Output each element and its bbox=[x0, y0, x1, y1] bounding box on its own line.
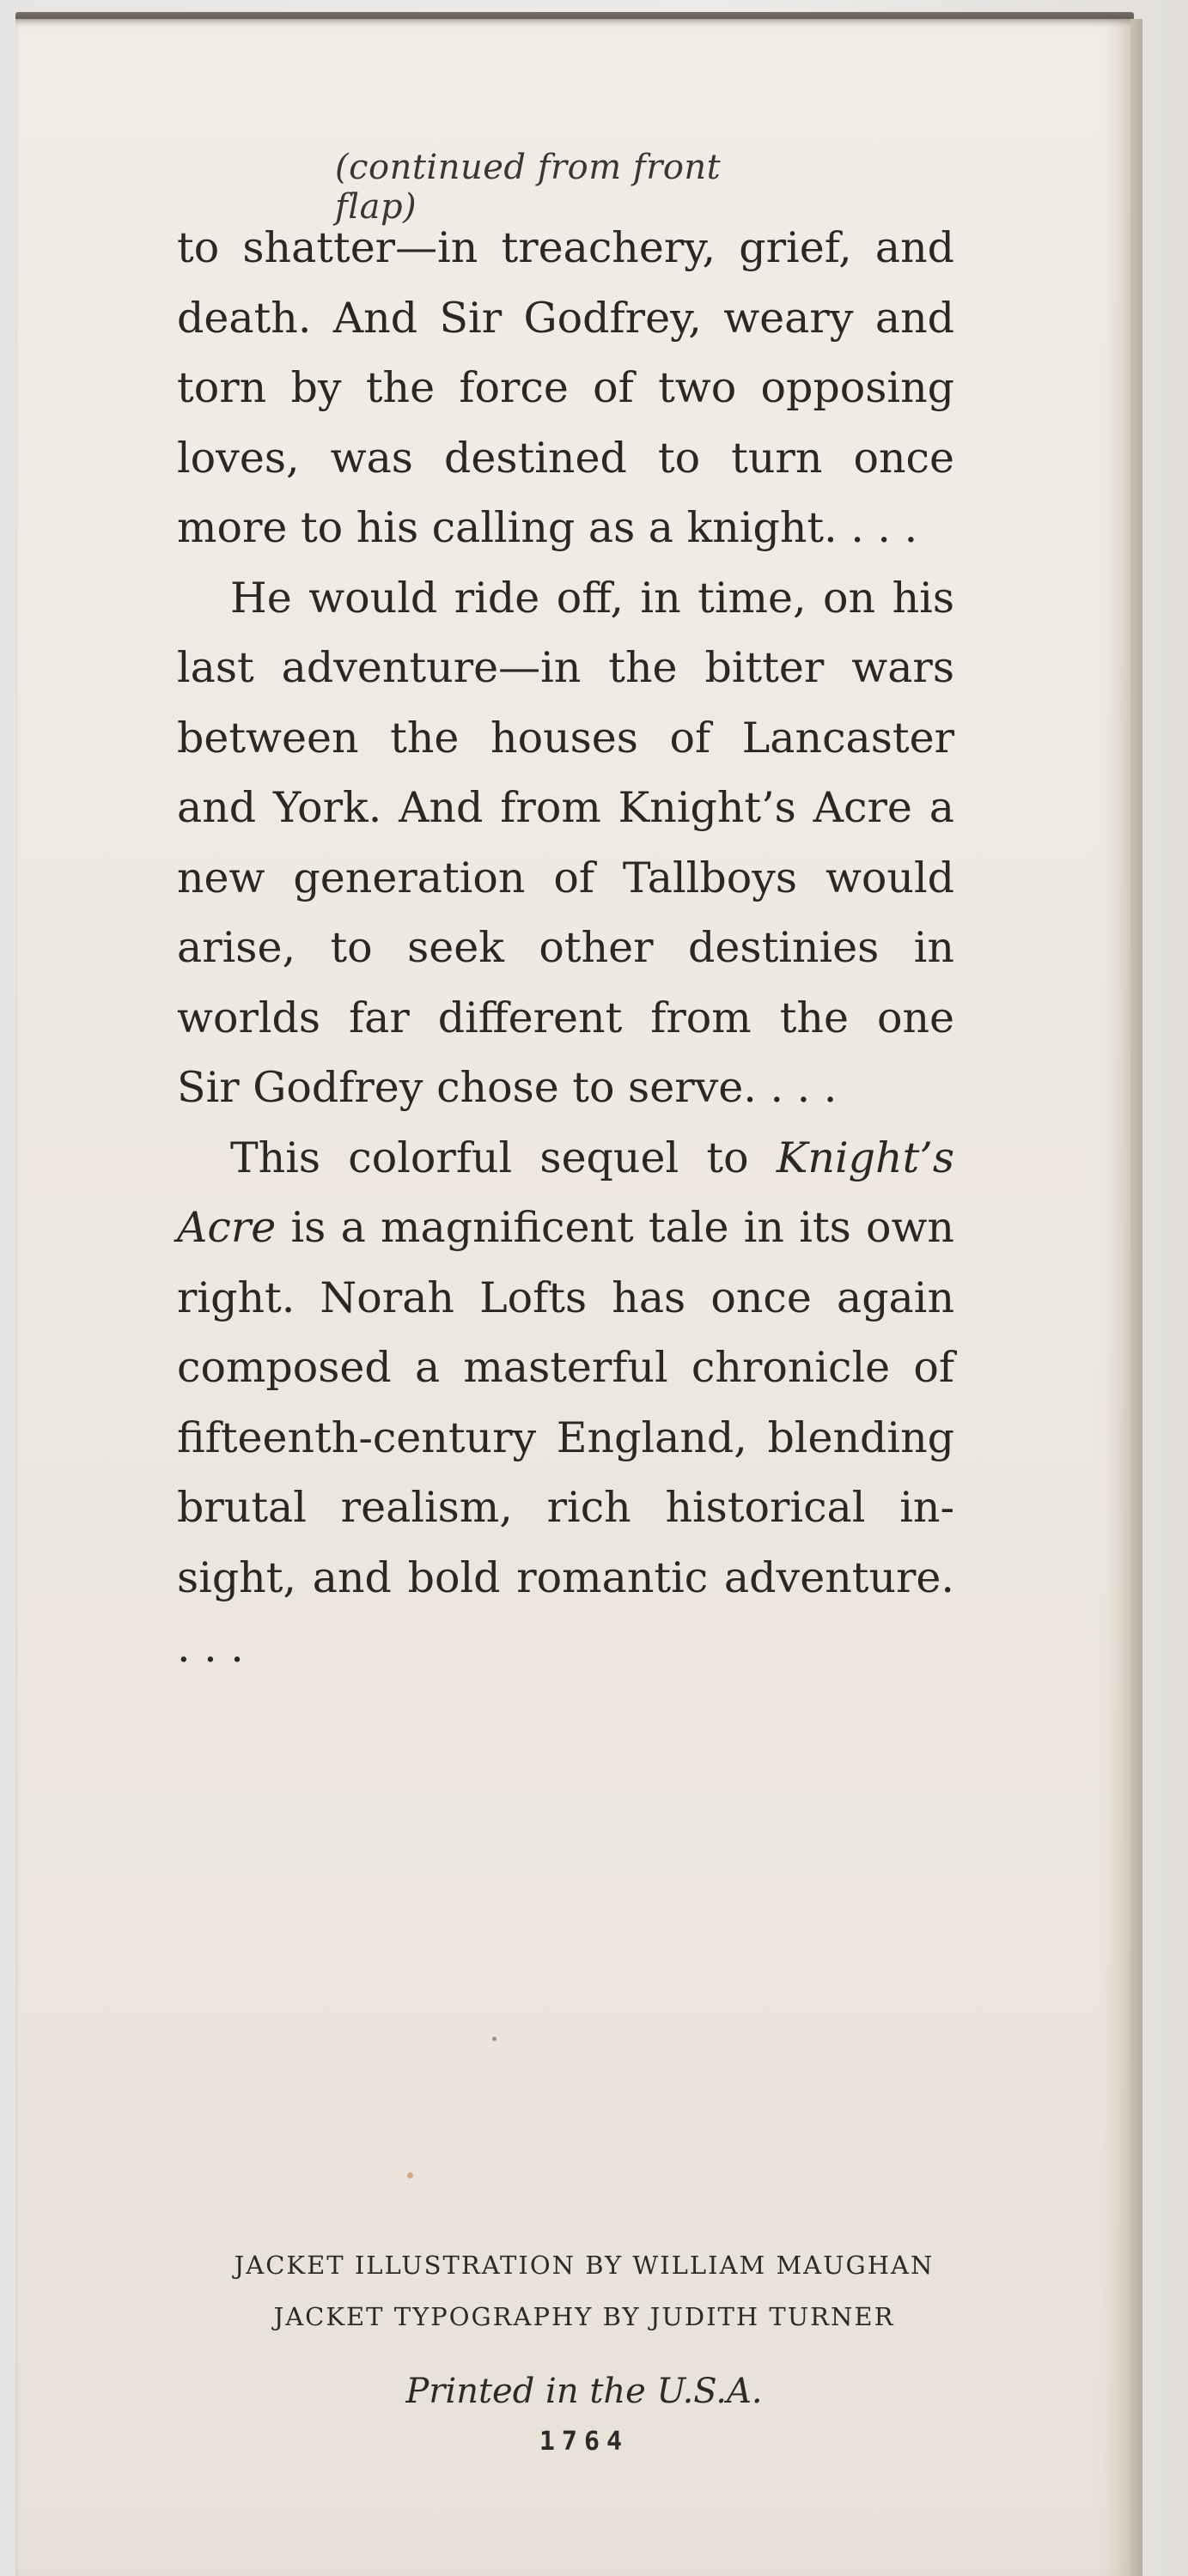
continued-note: (continued from front flap) bbox=[335, 148, 722, 227]
text-segment: This colorful sequel to bbox=[230, 1133, 777, 1182]
text-segment: to shatter—in treachery, grief, and death. And Sir Godfrey, weary and torn by the force of two opposing loves, was destined to turn once more to his calling as a knight. . . . bbox=[177, 223, 954, 552]
paper-speck bbox=[492, 2037, 497, 2041]
paragraph-1 bbox=[177, 213, 954, 563]
text-segment: He would ride off, in time, on his last adventure—in the bitter wars between the houses of Lancaster and York. And from Knight’s Acre a new generation of Tallboys would arise, to seek other destinies in worlds far different from the one Sir Godfrey chose to serve. . . . bbox=[177, 573, 954, 1112]
paragraph-2 bbox=[177, 563, 954, 1123]
typography-credit: JACKET TYPOGRAPHY BY JUDITH TURNER bbox=[273, 2302, 895, 2331]
paragraph-3 bbox=[177, 1123, 954, 1683]
catalog-number: 1764 bbox=[539, 2427, 630, 2457]
book-title-italic: Knight’s Acre bbox=[177, 1133, 954, 1252]
paper-speck bbox=[407, 2172, 413, 2178]
illustration-credit: JACKET ILLUSTRATION BY WILLIAM MAUGHAN bbox=[234, 2251, 935, 2280]
text-segment: is a magnificent tale in its own right. Norah Lofts has once again composed a masterful chronicle of fifteenth-century England, blending brutal realism, rich historical insight, and bold romantic adventure. . . . bbox=[177, 1203, 954, 1672]
jacket-credits bbox=[172, 2239, 996, 2342]
flap-body-text bbox=[177, 213, 954, 1683]
printed-in-note: Printed in the U.S.A. bbox=[405, 2372, 763, 2411]
flap-fold-edge bbox=[1130, 19, 1142, 2576]
